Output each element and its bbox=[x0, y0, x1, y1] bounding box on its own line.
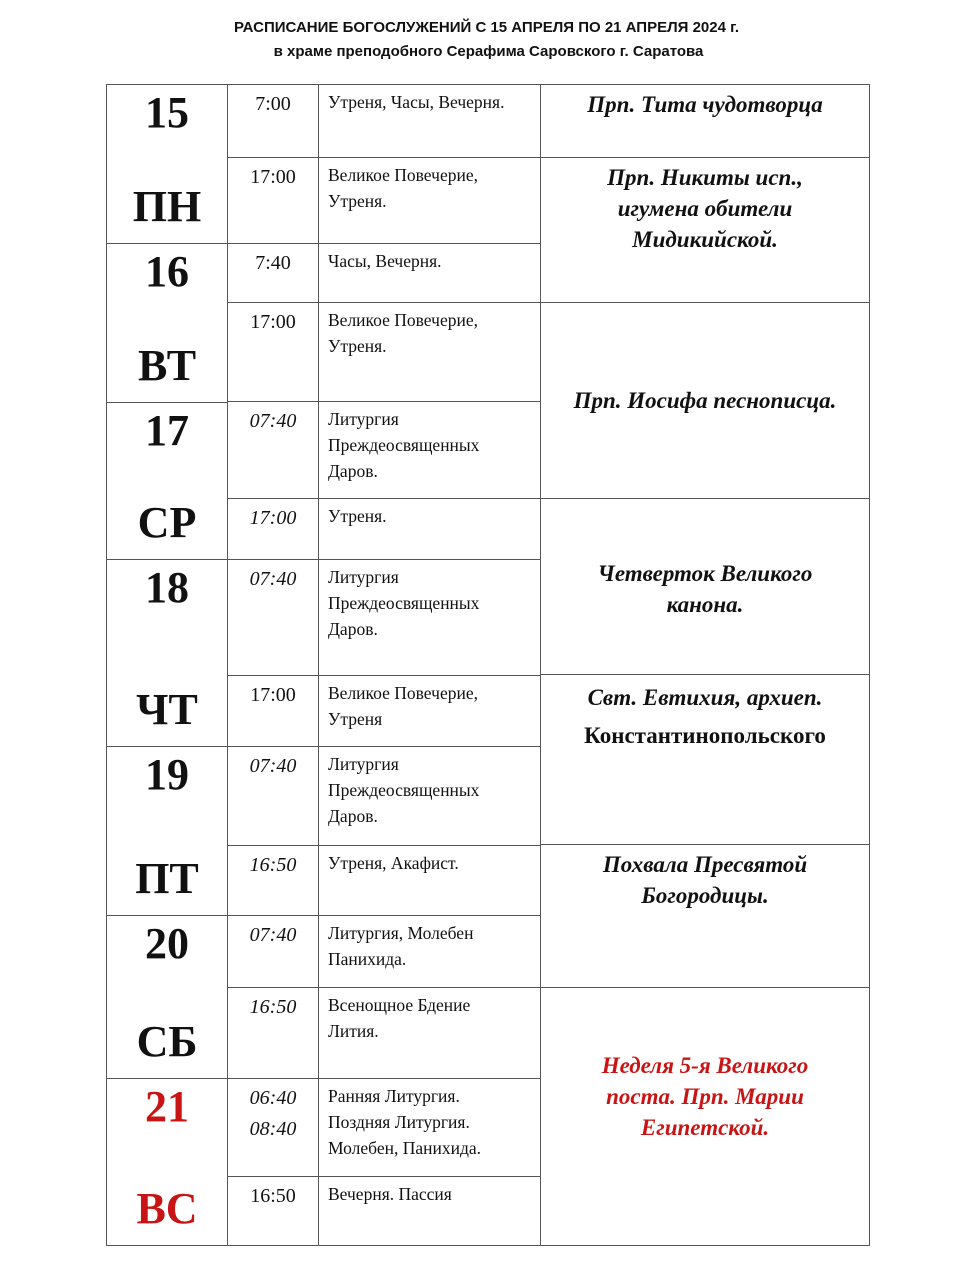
schedule-header bbox=[0, 16, 967, 64]
service-description: Великое Повечерие, Утреня. bbox=[318, 302, 541, 402]
feast-line: Египетской. bbox=[640, 1115, 770, 1140]
day-cell-18 bbox=[106, 559, 228, 747]
service-description: Литургия, Молебен Панихида. bbox=[318, 915, 541, 988]
day-cell-19 bbox=[106, 746, 228, 916]
service-time: 17:00 bbox=[227, 157, 319, 244]
service-time: 07:40 bbox=[227, 401, 319, 499]
feast-line: Прп. Никиты исп., bbox=[607, 165, 803, 190]
service-time: 17:00 bbox=[227, 498, 319, 560]
service-time: 06:40 08:40 bbox=[227, 1078, 319, 1177]
day-cell-20 bbox=[106, 915, 228, 1079]
day-number: 17 bbox=[145, 406, 189, 455]
service-description: Ранняя Литургия. Поздняя Литургия. Молебен, Панихида. bbox=[318, 1078, 541, 1177]
feast-line: Константинопольского bbox=[584, 723, 826, 748]
service-description: Всенощное Бдение Лития. bbox=[318, 987, 541, 1079]
service-description: Утреня, Часы, Вечерня. bbox=[318, 84, 541, 158]
service-description: Великое Повечерие, Утреня bbox=[318, 675, 541, 747]
service-time: 17:00 bbox=[227, 675, 319, 747]
service-time: 07:40 bbox=[227, 559, 319, 676]
feast-line: Прп. Тита чудотворца bbox=[587, 92, 823, 117]
day-weekday: ВТ bbox=[137, 341, 197, 390]
day-number: 15 bbox=[145, 88, 189, 137]
service-description: Утреня, Акафист. bbox=[318, 845, 541, 916]
day-number: 18 bbox=[145, 563, 189, 612]
service-description: Часы, Вечерня. bbox=[318, 243, 541, 303]
feast-cell bbox=[540, 674, 870, 845]
service-description: Литургия Преждеосвященных Даров. bbox=[318, 559, 541, 676]
feast-cell bbox=[540, 844, 870, 988]
feast-line: канона. bbox=[666, 591, 744, 617]
day-number: 19 bbox=[145, 750, 189, 799]
feast-line: Свт. Евтихия, архиеп. bbox=[587, 685, 823, 710]
feast-line: Похвала Пресвятой bbox=[602, 852, 808, 877]
feast-cell bbox=[540, 157, 870, 303]
service-time: 07:40 bbox=[227, 746, 319, 846]
service-time: 16:50 bbox=[227, 845, 319, 916]
feast-cell bbox=[540, 84, 870, 158]
day-weekday: ПН bbox=[132, 182, 202, 231]
day-weekday: ВС bbox=[136, 1184, 198, 1233]
feast-line: Мидикийской. bbox=[632, 227, 778, 252]
feast-line: Четверток Великого bbox=[597, 560, 813, 586]
service-time: 17:00 bbox=[227, 302, 319, 402]
day-weekday: СР bbox=[137, 498, 197, 547]
day-number: 21 bbox=[145, 1082, 189, 1131]
day-weekday: СБ bbox=[136, 1017, 198, 1066]
service-description: Великое Повечерие, Утреня. bbox=[318, 157, 541, 244]
feast-cell bbox=[540, 498, 870, 675]
service-time: 7:00 bbox=[227, 84, 319, 158]
day-number: 20 bbox=[145, 919, 189, 968]
feast-cell-sunday bbox=[540, 987, 870, 1246]
schedule-title: РАСПИСАНИЕ БОГОСЛУЖЕНИЙ С 15 АПРЕЛЯ ПО 21 АПРЕЛЯ 2024 г. bbox=[233, 19, 740, 36]
feast-line: Богородицы. bbox=[641, 883, 769, 908]
service-description: Литургия Преждеосвященных Даров. bbox=[318, 746, 541, 846]
schedule-table bbox=[106, 84, 870, 1246]
feast-line: игумена обители bbox=[617, 196, 793, 221]
service-description: Литургия Преждеосвященных Даров. bbox=[318, 401, 541, 499]
service-description: Вечерня. Пассия bbox=[318, 1176, 541, 1246]
service-time: 7:40 bbox=[227, 243, 319, 303]
day-weekday: ЧТ bbox=[136, 685, 198, 734]
church-name: в храме преподобного Серафима Саровского г. Саратова bbox=[273, 43, 704, 60]
feast-line: поста. Прп. Марии bbox=[606, 1084, 804, 1109]
feast-line: Прп. Иосифа песнописца. bbox=[573, 388, 837, 413]
day-number: 16 bbox=[145, 247, 189, 296]
service-time: 07:40 bbox=[227, 915, 319, 988]
day-weekday: ПТ bbox=[135, 854, 199, 903]
service-time: 16:50 bbox=[227, 987, 319, 1079]
day-cell-16 bbox=[106, 243, 228, 403]
feast-line: Неделя 5-я Великого bbox=[601, 1053, 809, 1078]
day-cell-21 bbox=[106, 1078, 228, 1246]
day-cell-15 bbox=[106, 84, 228, 244]
service-time: 16:50 bbox=[227, 1176, 319, 1246]
service-description: Утреня. bbox=[318, 498, 541, 560]
day-cell-17 bbox=[106, 402, 228, 560]
feast-cell bbox=[540, 302, 870, 499]
